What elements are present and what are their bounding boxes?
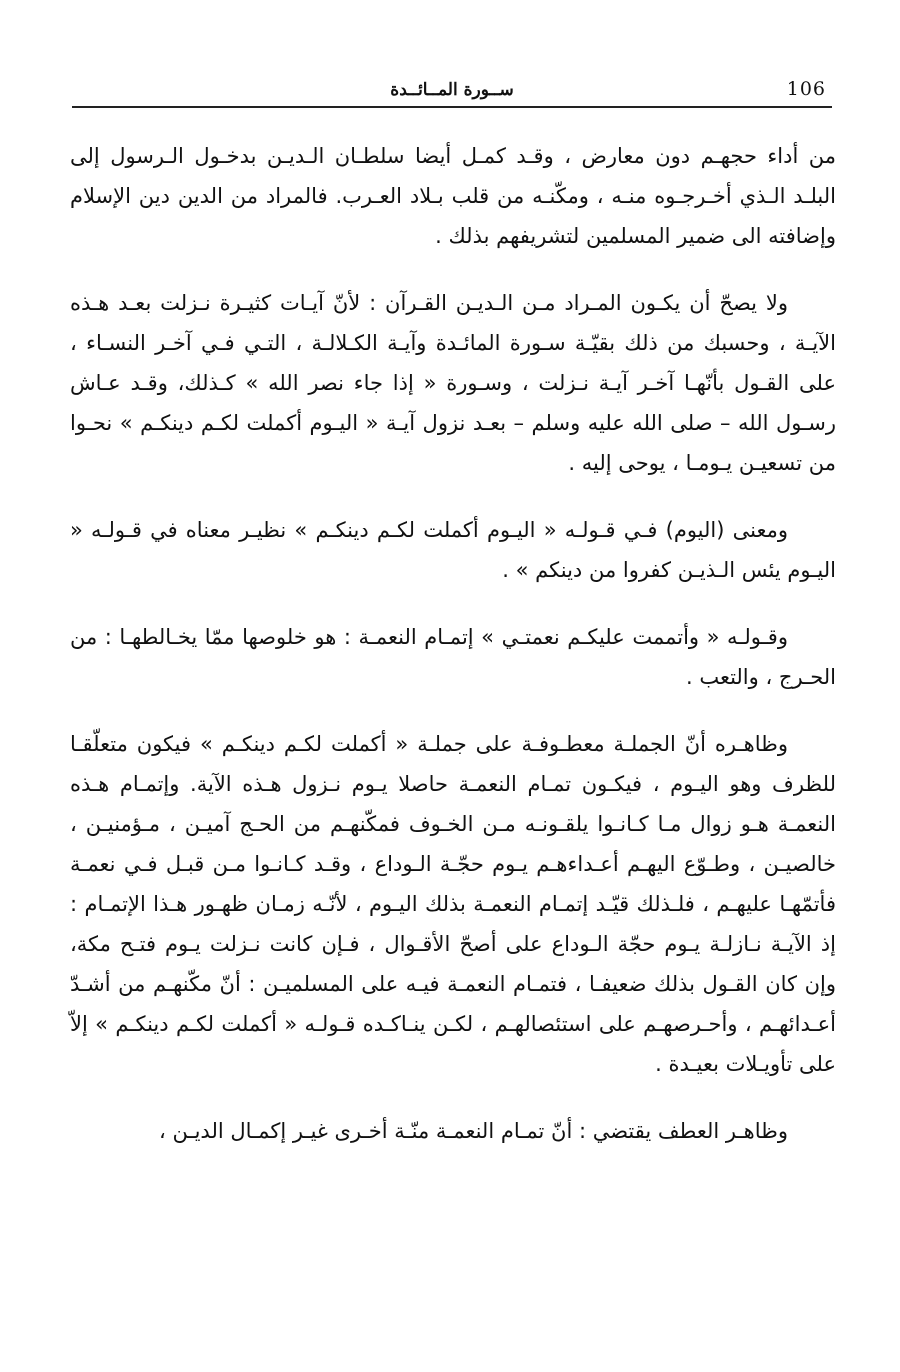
running-title: ســورة المــائــدة bbox=[390, 80, 514, 100]
body-text bbox=[70, 136, 836, 1151]
paragraph: ومعنى (اليوم) فـي قـولـه « اليـوم أكملت لكـم دينكـم » نظيـر معناه في قـولـه « اليـوم يئس الـذيـن كفروا من دينكم » . bbox=[70, 518, 836, 582]
header-rule bbox=[72, 106, 832, 108]
page-number: 106 bbox=[786, 78, 826, 100]
paragraph: وظاهـره أنّ الجملـة معطـوفـة على جملـة « أكملت لكـم دينكـم » فيكون متعلّقـا للظرف وهو اليـوم ، فيكـون تمـام النعمـة حاصلا يـوم نـزول هـذه الآية. وإتمـام هـذه النعمـة هـو زوال مـا كـانـوا يلقـونـه مـن الخـوف فمكّنهـم من الحـج آميـن ، مـؤمنيـن ، خالصيـن ، وطـوّع اليهـم أعـداءهـم يـوم حجّـة الـوداع ، وقـد كـانـوا مـن قبـل فـي نعمـة فأتمّهـا عليهـم ، فلـذلك قيّـد إتمـام النعمـة بذلك اليـوم ، لأنّـه زمـان ظهـور هـذا الإتمـام : إذ الآيـة نـازلـة يـوم حجّة الـوداع على أصحّ الأقـوال ، فـإن كانت نـزلت يـوم فتـح مكة، وإن كان القـول بذلك ضعيفـا ، فتمـام النعمـة فيـه على المسلميـن : أنّ مكّنهـم من أشـدّ أعـدائهـم ، وأحـرصهـم على استئصالهـم ، لكـن ينـاكـده قـولـه « أكملت لكـم دينكـم » إلاّ على تأويـلات بعيـدة . bbox=[70, 732, 836, 1076]
paragraph: وقـولـه « وأتممت عليكـم نعمتـي » إتمـام النعمـة : هو خلوصها ممّا يخـالطهـا : من الحـرج ، والتعب . bbox=[70, 625, 836, 689]
paragraph: من أداء حجهـم دون معارض ، وقـد كمـل أيضا سلطـان الـديـن بدخـول الـرسول إلى البلـد الـذي أخـرجـوه منـه ، ومكّنـه من قلب بـلاد العـرب. فالمراد من الدين دين الإسلام وإضافته الى ضمير المسلمين لتشريفهم بذلك . bbox=[70, 144, 836, 248]
paragraph: ولا يصحّ أن يكـون المـراد مـن الـديـن القـرآن : لأنّ آيـات كثيـرة نـزلت بعـد هـذه الآيـة ، وحسبك من ذلك بقيّـة سـورة المائـدة وآيـة الكـلالـة ، التـي فـي آخـر النسـاء ، على القـول بأنّهـا آخـر آيـة نـزلت ، وسـورة « إذا جاء نصر الله » كـذلك، وقـد عـاش رسـول الله – صلى الله عليه وسلم – بعـد نزول آيـة « اليـوم أكملت لكـم دينكـم » نحـوا من تسعيـن يـومـا ، يوحى إليه . bbox=[70, 291, 836, 475]
paragraph: وظاهـر العطف يقتضي : أنّ تمـام النعمـة منّـة أخـرى غيـر إكمـال الديـن ، bbox=[159, 1119, 788, 1143]
page-header bbox=[72, 78, 832, 108]
